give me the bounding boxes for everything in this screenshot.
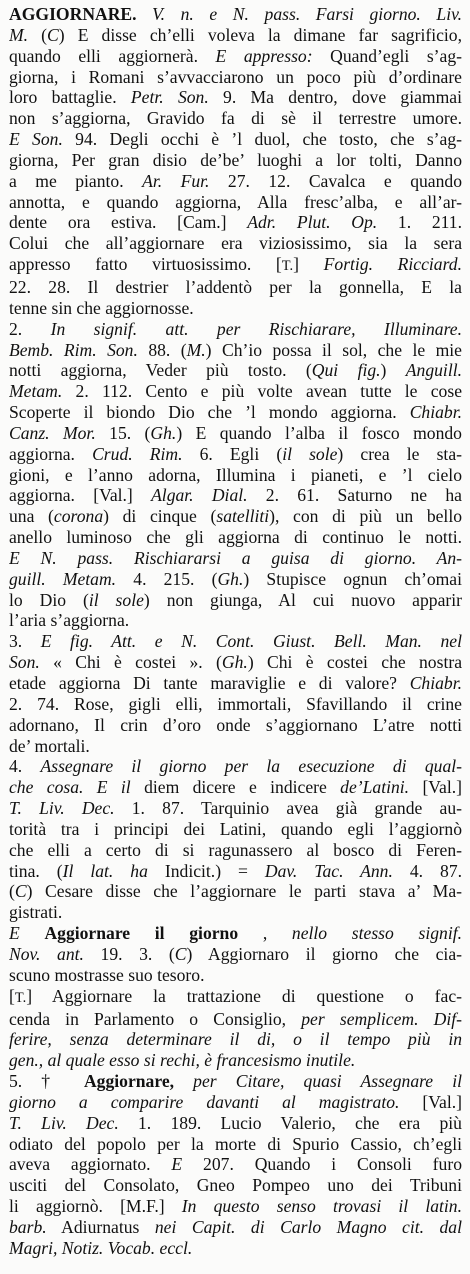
entry-line [9, 254, 462, 277]
entry-text-segment: dente ora estiva. [Cam.] [9, 212, 248, 233]
entry-text-segment: Crud. Rim. [92, 443, 183, 464]
entry-text-segment: 207. Quando i Consoli furo [182, 1154, 462, 1175]
entry-text-segment: E Son. [9, 129, 63, 150]
entry-text-segment: giorna, Per gran disio de’be’ luoghi a lor tolti, Danno [9, 149, 462, 170]
entry-text-segment: E fig. Att. e N. Cont. Giust. Bell. Man. nel [40, 631, 462, 652]
entry-text-segment: diem dicere e indicere [130, 777, 341, 798]
entry-line [9, 548, 462, 569]
entry-text-segment: adornano, Il crin d’oro onde s’aggiornano L’atre notti [9, 714, 462, 735]
entry-text-segment: il sole [282, 443, 338, 464]
entry-text-segment: ) E quando l’alba il fosco mondo [176, 422, 462, 443]
entry-line [9, 1154, 462, 1175]
entry-text-segment: 1. 87. Tarquinio avea già grande au- [114, 798, 462, 819]
entry-text-segment: corona [53, 506, 104, 527]
entry-text-segment: Adr. Plut. Op. [247, 212, 378, 233]
entry-text-segment: che cosa. E il [9, 777, 131, 798]
entry-text-segment: « Chi è costei ». ( [39, 652, 222, 673]
entry-text-segment: etade aggiorna Di tante maraviglie e di valore? [9, 673, 410, 693]
entry-text-segment: M. [9, 24, 29, 45]
entry-line [9, 944, 462, 965]
entry-text-segment: T. Liv. Dec. [9, 798, 115, 819]
entry-text-segment: 27. 12. Cavalca e quando [209, 170, 462, 191]
entry-text-segment: Gh. [217, 568, 244, 589]
entry-text-segment: scuno mostrasse suo tesoro. [9, 964, 205, 985]
entry-line [9, 1196, 462, 1217]
entry-text-segment: Ar. Fur. [142, 170, 210, 191]
entry-text-segment: torità tra i principi dei Latini, quando egli l’aggiornò [9, 818, 462, 839]
entry-text-segment: V. n. e N. pass. Farsi giorno. Liv. [152, 4, 462, 24]
entry-text-segment: non s’aggiorna, Gravido fa di sè il terrestre umore. [9, 108, 462, 129]
entry-text-segment: C [47, 24, 59, 45]
entry-text-segment: C [174, 943, 187, 964]
entry-text-segment: ) crea le sta- [337, 443, 462, 464]
entry-text-segment: de’ mortali. [9, 735, 90, 756]
entry-line [9, 212, 462, 233]
entry-line [9, 736, 462, 757]
entry-text-segment: aveva aggiornato. [9, 1154, 172, 1175]
entry-line [9, 798, 462, 819]
entry-text-segment: appresso fatto virtuosissimo. [ [9, 254, 282, 275]
entry-text-segment: Il lat. ha [62, 860, 148, 881]
entry-line [9, 1134, 462, 1155]
entry-line [9, 1050, 462, 1071]
entry-text-segment: gioni, e l’anno adorna, Illumina i pianeti, e ’l cielo [9, 464, 462, 485]
entry-text-segment: 3. [9, 631, 41, 652]
entry-text-segment: Assegnare il giorno per la esecuzione di qual- [40, 756, 462, 777]
entry-text-segment: ) Cesare disse che l’aggiornare le parti stava a’ Ma- [26, 881, 462, 902]
entry-text-segment: In questo senso trovasi il latin. [181, 1196, 462, 1217]
entry-text-segment: 9. Ma dentro, dove giammai [208, 87, 462, 108]
entry-text-segment: T. [281, 258, 294, 275]
entry-line [9, 923, 462, 944]
entry-text-segment: AGGIORNARE. [9, 4, 137, 24]
entry-text-segment: 22. 28. Il destrier l’addentò per la gonnella, E la [9, 276, 462, 297]
entry-text-segment: guill. Metam. [9, 568, 117, 589]
entry-text-segment: Magri, Notiz. Vocab. eccl. [9, 1237, 193, 1258]
entry-text-segment: ) Stupisce ognun ch’omai [243, 568, 462, 589]
entry-line [9, 1113, 462, 1134]
entry-text-segment: aggiorna. [Val.] [9, 485, 152, 506]
entry-line [9, 631, 462, 652]
entry-text-segment: 4. [9, 756, 41, 777]
entry-text-segment: E [171, 1154, 183, 1175]
entry-text-segment: ( [28, 24, 48, 45]
entry-line [9, 402, 462, 423]
entry-text-segment: [Val.] [399, 1091, 462, 1112]
entry-text-segment: ) [380, 360, 406, 381]
entry-text-segment: 94. Degli occhi è ’l duol, che tosto, che s’ag- [62, 129, 462, 150]
entry-text-segment: per semplicem. Dif- [301, 1008, 462, 1029]
entry-text-segment: 5. † [9, 1071, 84, 1092]
entry-line [9, 819, 462, 840]
entry-text-segment: ) non giunga, Al cui nuovo apparir [143, 589, 462, 610]
entry-text-segment: ] Aggiornare la trattazione di questione o fac- [26, 985, 462, 1006]
entry-line [9, 46, 462, 67]
entry-text-segment: nello stesso signif. [291, 923, 462, 944]
entry-line [9, 444, 462, 465]
entry-text-segment: per Citare, quasi Assegnare il [193, 1071, 462, 1092]
entry-text-segment: M. [186, 339, 206, 360]
entry-line [9, 1175, 462, 1196]
entry-text-segment: barb. [9, 1216, 47, 1237]
entry-text-segment [174, 1071, 193, 1091]
entry-text-segment: aggiorna. [9, 443, 93, 464]
entry-text-segment: de’Latini. [340, 777, 410, 798]
entry-line [9, 87, 462, 108]
entry-text-segment: 6. Egli ( [182, 443, 283, 464]
entry-text-segment: 1. 211. [377, 212, 462, 233]
entry-line [9, 1029, 462, 1050]
entry-text-segment: gistrati. [9, 902, 63, 923]
dictionary-entry-aggiornare [9, 4, 462, 1259]
entry-text-segment: Colui che all’aggiornare era viziosissimo, sia la sera [9, 233, 462, 254]
entry-text-segment: 2. 74. Rose, gigli elli, immortali, Sfavillando il crine [9, 693, 462, 714]
entry-text-segment: Canz. Mor. [9, 422, 96, 443]
entry-text-segment [137, 4, 153, 24]
entry-text-segment: 1. 189. Lucio Valerio, che era più [118, 1112, 462, 1133]
entry-line [9, 527, 462, 548]
entry-text-segment: loro battaglie. [9, 87, 131, 108]
entry-text-segment: Qui fig. [311, 360, 381, 381]
entry-text-segment: ) Chi è costei che nostra [247, 652, 462, 673]
entry-text-segment: notti aggiorna, Veder più tosto. ( [9, 360, 312, 381]
entry-text-segment: Metam. [9, 381, 63, 402]
entry-line [9, 171, 462, 192]
entry-text-segment: Petr. Son. [130, 87, 209, 108]
entry-line [9, 694, 462, 715]
entry-text-segment: 2. 61. Saturno ne ha [247, 485, 462, 506]
entry-line [9, 1092, 462, 1113]
entry-line [9, 465, 462, 486]
entry-text-segment: Chiabr. [409, 673, 462, 693]
entry-text-segment: In signif. att. per Rischiarare, Illuminare. [50, 318, 462, 339]
entry-text-segment: che elli a certo di si ragunassero al bosco di Feren- [9, 839, 462, 860]
entry-line [9, 340, 462, 361]
entry-line [9, 1238, 462, 1259]
entry-text-segment: 2. [9, 318, 51, 339]
entry-text-segment: tina. ( [9, 860, 63, 881]
entry-text-segment: E N. pass. Rischiararsi a guisa di giorno. An- [9, 547, 462, 568]
entry-line [9, 233, 462, 254]
entry-text-segment: C [14, 881, 27, 902]
entry-line [9, 360, 462, 381]
entry-text-segment: 88. ( [137, 339, 187, 360]
entry-text-segment: Bemb. Rim. Son. [9, 339, 138, 360]
entry-text-segment: [ [9, 985, 15, 1006]
entry-line [9, 150, 462, 171]
entry-text-segment: 2. 112. Cento e più volte avean tutte le cose [62, 381, 462, 402]
entry-line [9, 381, 462, 402]
entry-line [9, 610, 462, 631]
entry-line [9, 715, 462, 736]
entry-text-segment: ) Aggiornaro il giorno che cia- [186, 943, 462, 964]
entry-text-segment: il sole [88, 589, 144, 610]
entry-line [9, 652, 462, 673]
entry-text-segment: cenda in Parlamento o Consiglio, [9, 1008, 302, 1029]
entry-text-segment: [Val.] [409, 777, 462, 798]
entry-text-segment: Fortig. Ricciard. [323, 254, 462, 275]
entry-line [9, 108, 462, 129]
entry-line [9, 192, 462, 213]
entry-text-segment: ) E disse ch’elli voleva la dimane far sagrificio, [58, 24, 462, 45]
entry-text-segment: , [238, 923, 292, 944]
entry-text-segment: 19. 3. ( [83, 943, 175, 964]
entry-text-segment: tenne sin che aggiornosse. [9, 297, 194, 318]
entry-line [9, 4, 462, 25]
entry-text-segment: Gh. [150, 422, 177, 443]
entry-text-segment [20, 923, 45, 943]
entry-text-segment: satelliti [216, 506, 270, 527]
entry-line [9, 1217, 462, 1238]
entry-line [9, 777, 462, 798]
entry-text-segment: Dav. Tac. Ann. [264, 860, 393, 881]
entry-text-segment: ) di cinque ( [103, 506, 217, 527]
entry-line [9, 67, 462, 88]
entry-text-segment: Indicit.) = [147, 860, 265, 881]
entry-text-segment: 4. 87. [392, 860, 462, 881]
entry-line [9, 423, 462, 444]
entry-line [9, 569, 462, 590]
entry-line [9, 1009, 462, 1030]
entry-text-segment: ] [293, 254, 324, 275]
entry-text-segment: li aggiornò. [M.F.] [9, 1196, 182, 1217]
entry-line [9, 277, 462, 298]
entry-text-segment: lo Dio ( [9, 589, 89, 610]
entry-line [9, 756, 462, 777]
entry-text-segment: Aggiornare, [83, 1071, 175, 1092]
entry-text-segment: quando elli aggiornerà. [9, 45, 216, 66]
entry-text-segment: T. Liv. Dec. [9, 1112, 119, 1133]
entry-text-segment: annotta, e quando aggiorna, Alla fresc’alba, e all’ar- [9, 191, 462, 212]
entry-text-segment: Chiabr. [409, 402, 462, 423]
entry-text-segment: gen., al quale esso si rechi, è francesismo inutile. [9, 1050, 356, 1071]
entry-text-segment: giorna, i Romani s’avvacciarono un poco più d’ordinare [9, 66, 462, 87]
entry-line [9, 590, 462, 611]
entry-text-segment: anello luminoso che gli aggiorna di continuo le notti. [9, 527, 462, 548]
entry-text-segment: Anguill. [405, 360, 462, 381]
entry-line [9, 129, 462, 150]
entry-text-segment: Quand’egli s’ag- [312, 45, 462, 66]
entry-line [9, 902, 462, 923]
entry-line [9, 965, 462, 986]
entry-text-segment: Aggiornare il giorno [44, 923, 239, 944]
entry-text-segment: l’aria s’aggiorna. [9, 610, 130, 631]
entry-line [9, 485, 462, 506]
entry-text-segment: 4. 215. ( [116, 568, 218, 589]
entry-line [9, 861, 462, 882]
entry-text-segment: Gh. [221, 652, 248, 673]
entry-text-segment: Nov. ant. [9, 943, 84, 964]
entry-text-segment: T. [14, 989, 27, 1006]
entry-text-segment: 15. ( [95, 422, 151, 443]
entry-line [9, 986, 462, 1009]
entry-line [9, 1071, 462, 1092]
entry-text-segment: Algar. Dial. [151, 485, 248, 506]
entry-line [9, 319, 462, 340]
entry-text-segment: ( [9, 881, 15, 902]
entry-line [9, 840, 462, 861]
entry-text-segment: a me pianto. [9, 170, 143, 191]
entry-text-segment: Son. [9, 652, 40, 673]
entry-text-segment: ferire, senza determinare il di, o il tempo più in [9, 1029, 462, 1050]
entry-line [9, 506, 462, 527]
entry-text-segment: ), con di più un bello [269, 506, 462, 527]
entry-line [9, 25, 462, 46]
entry-text-segment: E [9, 923, 20, 944]
entry-line [9, 298, 462, 319]
entry-text-segment: usciti del Consolato, Gneo Pompeo uno dei Tribuni [9, 1175, 462, 1196]
entry-text-segment: ) Ch’io possa il sol, che le mie [205, 339, 462, 360]
entry-text-segment: giorno a comparire davanti al magistrato. [9, 1091, 400, 1112]
entry-text-segment: una ( [9, 506, 54, 527]
entry-text-segment: odiato del popolo per la morte di Spurio Cassio, ch’egli [9, 1133, 462, 1154]
entry-text-segment: Scoperte il biondo Dio che ’l mondo aggiorna. [9, 402, 410, 423]
entry-line [9, 881, 462, 902]
entry-text-segment: Adiurnatus [46, 1216, 155, 1237]
entry-text-segment: nei Capit. di Carlo Magno cit. dal [154, 1216, 462, 1237]
entry-line [9, 673, 462, 694]
entry-text-segment: E appresso: [215, 45, 313, 66]
